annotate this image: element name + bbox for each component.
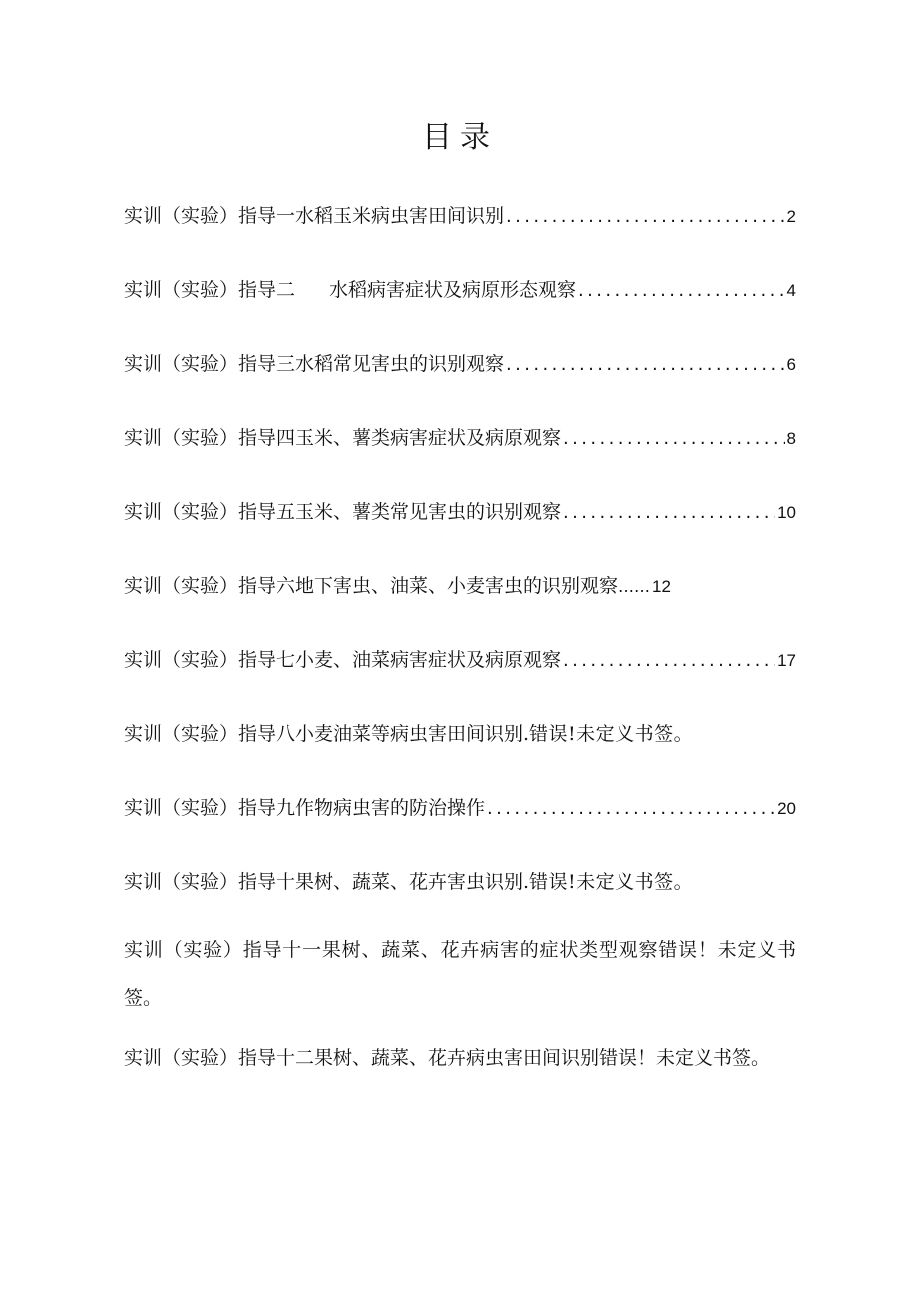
toc-entry-label: 实训（实验）指导六地下害虫、油菜、小麦害虫的识别观察 <box>124 575 619 597</box>
dot-leader <box>504 345 785 385</box>
toc-entry-8[interactable] <box>124 714 796 788</box>
dot-leader <box>561 493 775 533</box>
toc-entry-9[interactable] <box>124 788 796 862</box>
toc-entry-page: 20 <box>777 799 796 818</box>
toc-entry-10[interactable] <box>124 862 796 936</box>
toc-entry-page: 2 <box>786 207 796 226</box>
toc-entry-label: 实训（实验）指导十果树、蔬菜、花卉害虫识别.错误!未定义书签。 <box>124 871 694 893</box>
toc-entry-7[interactable] <box>124 640 796 714</box>
toc-entry-page: 12 <box>652 577 671 596</box>
table-of-contents <box>124 196 796 1104</box>
toc-entry-label: 实训（实验）指导三水稻常见害虫的识别观察 <box>124 353 505 375</box>
toc-entry-label: 实训（实验）指导二 水稻病害症状及病原形态观察 <box>124 279 577 301</box>
toc-entry-label: 实训（实验）指导九作物病虫害的防治操作 <box>124 797 486 819</box>
toc-entry-1[interactable] <box>124 196 796 270</box>
toc-entry-page: 8 <box>786 429 796 448</box>
toc-entry-label: 实训（实验）指导四玉米、薯类病害症状及病原观察 <box>124 427 562 449</box>
toc-entry-page: 4 <box>786 281 796 300</box>
toc-entry-6[interactable] <box>124 566 796 640</box>
dot-leader <box>561 419 785 459</box>
dot-leader <box>561 641 775 681</box>
dot-leader <box>504 197 785 237</box>
dot-leader <box>485 789 775 829</box>
bookmark-error-text: 错误!未定义书签。 <box>529 871 694 893</box>
bookmark-error-text: 错误!未定义书签。 <box>529 723 694 745</box>
toc-entry-2[interactable] <box>124 270 796 344</box>
toc-entry-11[interactable]: 实训（实验）指导十一果树、蔬菜、花卉病害的症状类型观察错误！未定义书签。 <box>124 939 796 1009</box>
toc-entry-page: 6 <box>786 355 796 374</box>
toc-entry-label: 实训（实验）指导五玉米、薯类常见害虫的识别观察 <box>124 501 562 523</box>
toc-entry-label: 实训（实验）指导七小麦、油菜病害症状及病原观察 <box>124 649 562 671</box>
ellipsis-leader: …… <box>618 577 651 596</box>
toc-entry-label: 实训（实验）指导八小麦油菜等病虫害田间识别.错误!未定义书签。 <box>124 723 694 745</box>
toc-entry-label: 实训（实验）指导一水稻玉米病虫害田间识别 <box>124 205 505 227</box>
toc-entry-5[interactable] <box>124 492 796 566</box>
dot-leader <box>576 271 785 311</box>
toc-entry-12[interactable]: 实训（实验）指导十二果树、蔬菜、花卉病虫害田间识别错误！未定义书签。 <box>124 1047 771 1069</box>
toc-entry-4[interactable] <box>124 418 796 492</box>
toc-entry-page: 17 <box>777 651 796 670</box>
toc-entry-3[interactable] <box>124 344 796 418</box>
toc-entry-page: 10 <box>777 503 796 522</box>
toc-title: 目录 <box>422 120 498 155</box>
